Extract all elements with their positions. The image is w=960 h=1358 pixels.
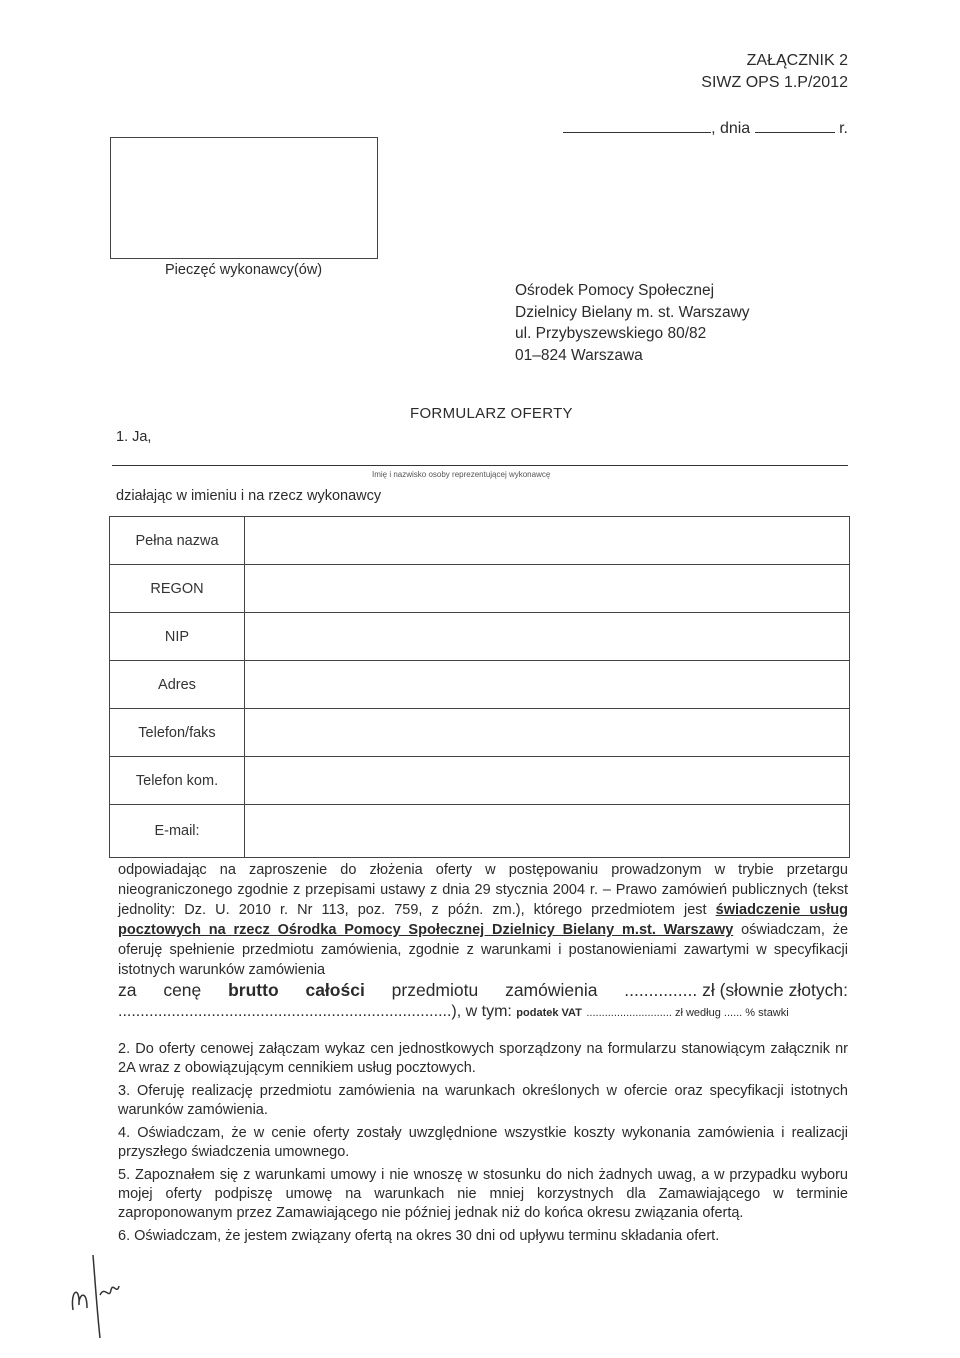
price-line	[118, 980, 848, 1001]
nip-input[interactable]	[245, 613, 850, 661]
email-input[interactable]	[245, 805, 850, 858]
offer-text-a: odpowiadając na zaproszenie do złożenia oferty w postępowaniu prowadzonym w trybie przetargu nieograniczonego zgodnie z przepisami ustawy z dnia 29 stycznia 2004 r. – Prawo zamówień publicznych (tekst jednolity: Dz. U. 2010 r. Nr 113, poz. 759, z późn. zm.), którego przedmiotem jest	[118, 862, 848, 918]
phone-fax-input[interactable]	[245, 709, 850, 757]
acting-on-behalf-label: działając w imieniu i na rzecz wykonawcy	[116, 488, 382, 504]
field-label: NIP	[110, 613, 245, 661]
price-amount-blank[interactable]: ............... zł (słownie złotych:	[624, 980, 848, 1000]
offer-subject: świadczenie usług pocztowych na rzecz Ośrodka Pomocy Społecznej Dzielnicy Bielany m.st. Warszawy	[118, 902, 848, 938]
field-label: Pełna nazwa	[110, 517, 245, 565]
date-blank[interactable]	[755, 118, 835, 133]
field-row	[110, 757, 850, 805]
field-label: E-mail:	[110, 805, 245, 858]
price-word-2: cenę	[163, 980, 202, 1000]
stamp-box	[110, 137, 378, 259]
vat-label: podatek VAT	[516, 1007, 582, 1019]
representative-name-line[interactable]	[112, 465, 848, 466]
recipient-line-4: 01–824 Warszawa	[515, 346, 643, 364]
date-label: , dnia	[711, 120, 751, 137]
stamp-label: Pieczęć wykonawcy(ów)	[165, 262, 323, 278]
contractor-fields-table	[109, 516, 850, 858]
list-item: 4. Oświadczam, że w cenie oferty zostały uwzględnione wszystkie koszty wykonania zamówienia i realizacji przyszłego świadczenia umownego.	[118, 1125, 848, 1160]
field-row	[110, 613, 850, 661]
recipient-line-1: Ośrodek Pomocy Społecznej	[515, 282, 715, 299]
signature-mark	[65, 1250, 175, 1340]
field-row	[110, 565, 850, 613]
full-name-input[interactable]	[245, 517, 850, 565]
offer-text-b: oświadczam, że oferuję spełnienie przedmiotu zamówienia, zgodnie z warunkami i postanowieniami zawartymi w specyfikacji istotnych warunków zamówienia	[118, 922, 849, 978]
recipient-line-3: ul. Przybyszewskiego 80/82	[515, 325, 707, 342]
offer-points-list	[118, 1040, 848, 1250]
address-input[interactable]	[245, 661, 850, 709]
recipient-line-2: Dzielnicy Bielany m. st. Warszawy	[515, 303, 750, 321]
recipient-address	[515, 280, 750, 366]
vat-blank[interactable]: ............................ zł według ...... % stawki	[586, 1007, 789, 1019]
list-item: 6. Oświadczam, że jestem związany ofertą na okres 30 dni od upływu terminu składania ofert.	[118, 1228, 720, 1244]
place-date-line	[563, 118, 848, 140]
list-item: 2. Do oferty cenowej załączam wykaz cen jednostkowych sporządzony na formularzu stanowiącym załącznik nr 2A wraz z obowiązującym cennikiem usług pocztowych.	[118, 1041, 848, 1076]
reference-number: SIWZ OPS 1.P/2012	[701, 74, 848, 91]
intro-label: 1. Ja,	[116, 429, 152, 445]
field-label: Telefon kom.	[110, 757, 245, 805]
price-word-1: za	[118, 980, 137, 1000]
price-word-5: przedmiotu	[391, 980, 479, 1000]
price-word-6: zamówienia	[505, 980, 598, 1000]
field-label: Adres	[110, 661, 245, 709]
representative-name-caption: Imię i nazwisko osoby reprezentującej wykonawcę	[372, 470, 551, 479]
offer-paragraph	[118, 860, 848, 980]
field-row	[110, 661, 850, 709]
list-item: 3. Oferuję realizację przedmiotu zamówienia na warunkach określonych w ofercie oraz specyfikacji istotnych warunków zamówienia.	[118, 1083, 848, 1118]
price-words-blank[interactable]: ...........................................................................	[118, 1003, 452, 1020]
field-row	[110, 805, 850, 858]
price-word-3: brutto	[228, 980, 279, 1000]
regon-input[interactable]	[245, 565, 850, 613]
price-tym: ), w tym:	[451, 1003, 512, 1020]
price-words-line	[118, 1003, 848, 1021]
year-suffix: r.	[839, 120, 848, 137]
place-blank[interactable]	[563, 118, 711, 133]
mobile-input[interactable]	[245, 757, 850, 805]
field-label: Telefon/faks	[110, 709, 245, 757]
field-row	[110, 517, 850, 565]
field-row	[110, 709, 850, 757]
field-label: REGON	[110, 565, 245, 613]
form-title: FORMULARZ OFERTY	[410, 405, 573, 422]
price-word-4: całości	[305, 980, 365, 1000]
attachment-label: ZAŁĄCZNIK 2	[746, 52, 848, 69]
list-item: 5. Zapoznałem się z warunkami umowy i nie wnoszę w stosunku do nich żadnych uwag, a w przypadku wyboru mojej oferty podpiszę umowę na warunkach nie mniej korzystnych dla Zamawiającego w terminie zaproponowanym przez Zamawiającego nie później jednak niż do końca okresu związania ofertą.	[118, 1167, 848, 1221]
